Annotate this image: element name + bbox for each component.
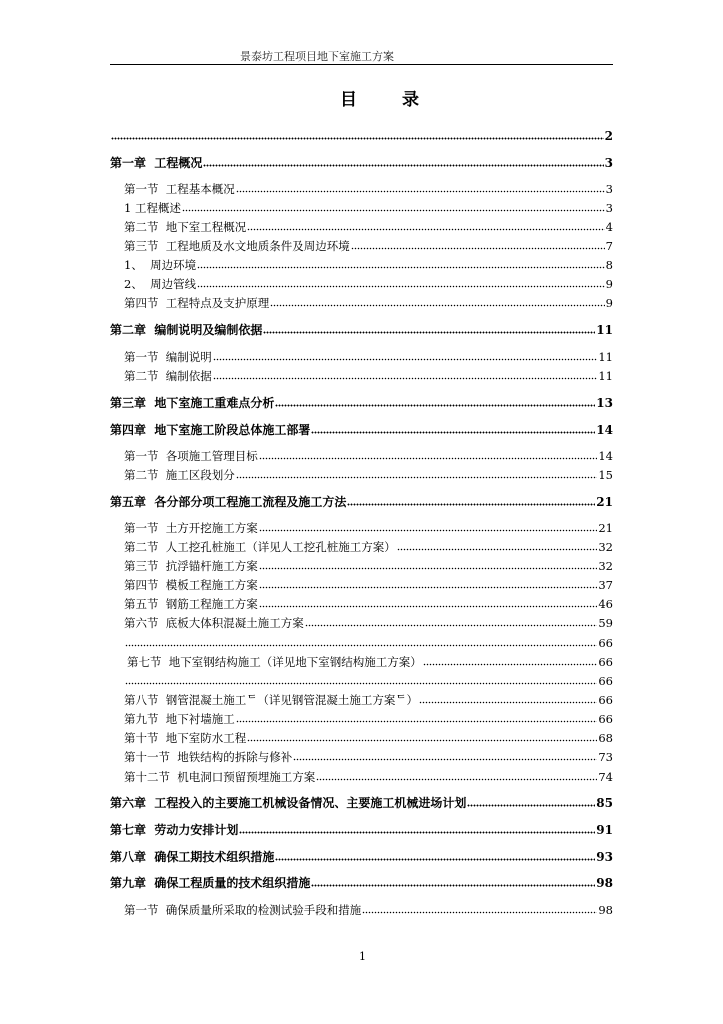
toc-section-entry[interactable]: [124, 201, 613, 215]
toc-section-entry[interactable]: [124, 750, 613, 764]
toc-section-entry[interactable]: [124, 578, 613, 592]
toc-entry-page-number: 85: [596, 796, 613, 810]
toc-entry-page-number: 32: [598, 559, 613, 573]
toc-entry-label: 第三节 工程地质及水文地质条件及周边环境: [124, 239, 350, 253]
toc-entry-label: 第二节 地下室工程概况: [124, 220, 247, 234]
toc-entry-page-number: 21: [596, 495, 613, 509]
toc-entry-label: 第八章 确保工期技术组织措施: [110, 850, 275, 864]
toc-entry-page-number: 98: [596, 876, 613, 890]
dot-leader: [247, 228, 604, 231]
toc-entry-page-number: 9: [605, 296, 613, 310]
toc-entry-label: 第一章 工程概况: [110, 156, 203, 170]
dot-leader: [259, 605, 598, 608]
toc-entry-page-number: 15: [598, 468, 613, 482]
dot-leader: [263, 331, 595, 334]
toc-entry-label: 第五节 钢筋工程施工方案: [124, 597, 258, 611]
header-rule: [110, 64, 613, 65]
dot-leader: [419, 701, 597, 704]
toc-entry-label: 第十节 地下室防水工程: [124, 731, 247, 745]
dot-leader: [259, 586, 598, 589]
toc-entry-page-number: 13: [596, 396, 613, 410]
toc-section-entry[interactable]: [124, 693, 613, 707]
toc-chapter-entry[interactable]: [110, 823, 613, 837]
toc-heading: 目录: [340, 90, 464, 110]
toc-entry-page-number: 3: [604, 156, 613, 170]
toc-entry-label: 第十二节 机电洞口预留预埋施工方案: [124, 770, 316, 784]
toc-section-entry[interactable]: [124, 597, 613, 611]
toc-entry-page-number: 91: [596, 823, 613, 837]
dot-leader: [270, 304, 604, 307]
dot-leader: [247, 739, 597, 742]
toc-entry-page-number: 66: [598, 636, 613, 650]
dot-leader: [125, 644, 597, 647]
toc-entry-label: 第六节 底板大体积混凝土施工方案: [124, 616, 304, 630]
toc-entry-page-number: 11: [596, 323, 613, 337]
toc-chapter-entry[interactable]: [110, 156, 613, 170]
toc-entry-page-number: 66: [598, 712, 613, 726]
toc-entry-label: 第六章 工程投入的主要施工机械设备情况、主要施工机械进场计划: [110, 796, 467, 810]
dot-leader: [311, 431, 595, 434]
dot-leader: [111, 137, 604, 140]
toc-entry-label: 第七节 地下室钢结构施工（详见地下室钢结构施工方案）: [127, 655, 422, 669]
toc-entry-label: 第九章 确保工程质量的技术组织措施: [110, 876, 311, 890]
dot-leader: [213, 358, 598, 361]
toc-entry-label: 第九节 地下衬墙施工: [124, 712, 235, 726]
toc-entry-page-number: 14: [598, 449, 613, 463]
toc-entry-page-number: 2: [604, 129, 613, 143]
toc-section-entry[interactable]: [124, 277, 613, 291]
dot-leader: [351, 247, 605, 250]
toc-entry-label: 第三节 抗浮锚杆施工方案: [124, 559, 258, 573]
toc-entry-page-number: 68: [598, 731, 613, 745]
toc-entry-page-number: 11: [598, 369, 613, 383]
dot-leader: [275, 404, 595, 407]
dot-leader: [305, 624, 598, 627]
toc-entry-page-number: 3: [605, 182, 613, 196]
dot-leader: [197, 266, 605, 269]
toc-entry-label: 第八节 钢管混凝土施工ᄃ（详见钢管混凝土施工方案ᄃ）: [124, 693, 419, 707]
footer-page-number: 1: [359, 950, 366, 963]
toc-entry-page-number: 14: [596, 423, 613, 437]
toc-chapter-entry[interactable]: [110, 495, 613, 509]
toc-section-entry[interactable]: [124, 449, 613, 463]
toc-entry-page-number: 32: [598, 540, 613, 554]
toc-section-entry[interactable]: [124, 559, 613, 573]
toc-chapter-entry[interactable]: [110, 129, 613, 143]
toc-entry-label: 第二节 编制依据: [124, 369, 212, 383]
dot-leader: [311, 884, 595, 887]
toc-section-entry[interactable]: [124, 770, 613, 784]
dot-leader: [236, 476, 598, 479]
toc-entry-page-number: 9: [605, 277, 613, 291]
toc-entry-label: 第二章 编制说明及编制依据: [110, 323, 263, 337]
toc-entry-label: 第一节 各项施工管理目标: [124, 449, 258, 463]
dot-leader: [197, 285, 605, 288]
toc-entry-page-number: 66: [598, 693, 613, 707]
toc-section-entry[interactable]: [124, 182, 613, 196]
dot-leader: [236, 720, 598, 723]
dot-leader: [467, 804, 595, 807]
dot-leader: [397, 548, 598, 551]
toc-entry-label: 第二节 人工挖孔桩施工（详见人工挖孔桩施工方案）: [124, 540, 396, 554]
toc-entry-page-number: 21: [598, 521, 613, 535]
toc-entry-page-number: 8: [605, 258, 613, 272]
dot-leader: [259, 529, 598, 532]
toc-section-entry[interactable]: [124, 712, 613, 726]
toc-entry-label: 第三章 地下室施工重难点分析: [110, 396, 275, 410]
toc-section-entry[interactable]: [124, 369, 613, 383]
toc-entry-label: 第一节 确保质量所采取的检测试验手段和措施: [124, 903, 362, 917]
toc-entry-label: 第十一节 地铁结构的拆除与修补: [124, 750, 293, 764]
toc-section-entry[interactable]: [127, 655, 613, 669]
toc-chapter-entry[interactable]: [110, 876, 613, 890]
toc-section-entry[interactable]: [124, 731, 613, 745]
toc-entry-label: 第二节 施工区段划分: [124, 468, 235, 482]
toc-entry-label: 第四节 工程特点及支护原理: [124, 296, 270, 310]
dot-leader: [203, 164, 603, 167]
toc-entry-page-number: 66: [598, 674, 613, 688]
toc-entry-page-number: 66: [598, 655, 613, 669]
toc-entry-page-number: 46: [598, 597, 613, 611]
dot-leader: [347, 503, 595, 506]
toc-section-entry[interactable]: [124, 521, 613, 535]
running-header-title: 景泰坊工程项目地下室施工方案: [240, 50, 394, 63]
dot-leader: [362, 911, 597, 914]
toc-entry-label: 2、 周边管线: [124, 277, 197, 291]
dot-leader: [423, 663, 598, 666]
toc-entry-label: 第七章 劳动力安排计划: [110, 823, 239, 837]
dot-leader: [182, 209, 605, 212]
toc-entry-page-number: 37: [598, 578, 613, 592]
toc-entry-label: 1、 周边环境: [124, 258, 197, 272]
toc-chapter-entry[interactable]: [110, 323, 613, 337]
toc-entry-page-number: 73: [598, 750, 613, 764]
toc-section-entry[interactable]: [124, 296, 613, 310]
toc-section-entry[interactable]: [124, 540, 613, 554]
dot-leader: [316, 778, 597, 781]
toc-section-entry[interactable]: [124, 220, 613, 234]
toc-entry-page-number: 93: [596, 850, 613, 864]
toc-section-entry[interactable]: [124, 616, 613, 630]
toc-chapter-entry[interactable]: [110, 423, 613, 437]
toc-entry-page-number: 7: [605, 239, 613, 253]
toc-entry-page-number: 74: [598, 770, 613, 784]
toc-entry-label: 第一节 土方开挖施工方案: [124, 521, 258, 535]
toc-chapter-entry[interactable]: [110, 850, 613, 864]
toc-entry-page-number: 11: [598, 350, 613, 364]
dot-leader: [125, 682, 597, 685]
dot-leader: [213, 377, 598, 380]
toc-entry-label: 第五章 各分部分项工程施工流程及施工方法: [110, 495, 347, 509]
dot-leader: [259, 457, 598, 460]
toc-section-entry[interactable]: [124, 239, 613, 253]
toc-section-entry[interactable]: [124, 350, 613, 364]
toc-entry-page-number: 3: [605, 201, 613, 215]
toc-entry-label: 第四节 模板工程施工方案: [124, 578, 258, 592]
dot-leader: [239, 831, 595, 834]
dot-leader: [293, 758, 597, 761]
toc-section-entry[interactable]: [124, 674, 613, 688]
toc-entry-label: 1 工程概述: [124, 201, 181, 215]
toc-entry-page-number: 98: [598, 903, 613, 917]
dot-leader: [275, 858, 595, 861]
toc-entry-page-number: 59: [598, 616, 613, 630]
toc-section-entry[interactable]: [124, 258, 613, 272]
dot-leader: [259, 567, 598, 570]
toc-section-entry[interactable]: [124, 903, 613, 917]
toc-entry-page-number: 4: [605, 220, 613, 234]
toc-chapter-entry[interactable]: [110, 796, 613, 810]
dot-leader: [236, 190, 605, 193]
toc-chapter-entry[interactable]: [110, 396, 613, 410]
toc-entry-label: 第一节 工程基本概况: [124, 182, 235, 196]
toc-section-entry[interactable]: [124, 468, 613, 482]
toc-entry-label: 第一节 编制说明: [124, 350, 212, 364]
toc-entry-label: 第四章 地下室施工阶段总体施工部署: [110, 423, 311, 437]
toc-section-entry[interactable]: [124, 636, 613, 650]
